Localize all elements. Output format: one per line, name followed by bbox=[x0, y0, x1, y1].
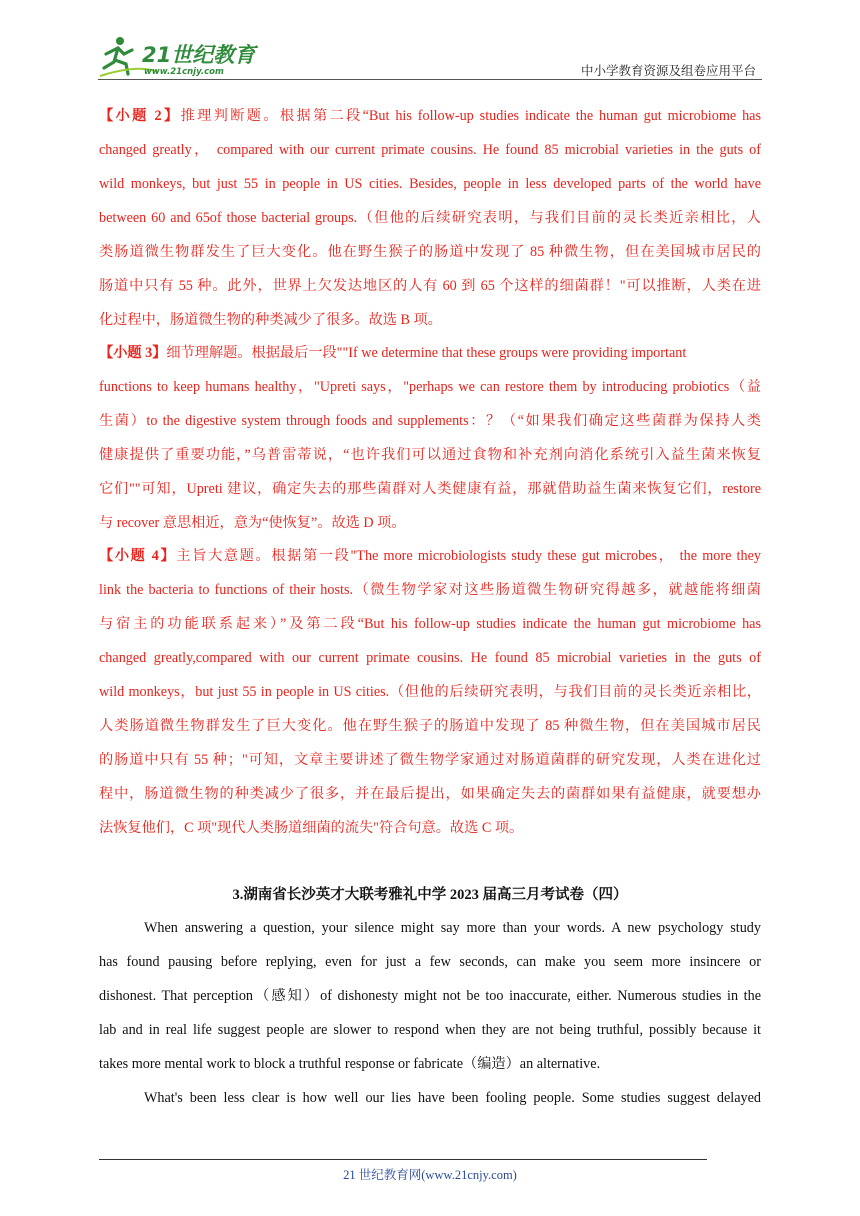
answer-line: functions to keep humans healthy，"Upreti says，"perhaps we can restore them by introducing probiotics（益 bbox=[99, 379, 761, 395]
logo-text: 21世纪教育 bbox=[142, 43, 256, 67]
answer-line: wild monkeys，but just 55 in people in US cities.（但他的后续研究表明，与我们目前的灵长类近亲相比， bbox=[99, 684, 761, 700]
answer-line: 【小题 3】细节理解题。根据最后一段""If we determine that these groups were providing important bbox=[99, 345, 687, 361]
answer-line: link the bacteria to functions of their hosts.（微生物学家对这些肠道微生物研究得越多，就越能将细菌 bbox=[99, 582, 761, 598]
answer-line: 【小题 2】推理判断题。根据第二段“But his follow-up studies indicate the human gut microbiome has bbox=[99, 108, 761, 124]
question-label: 【小题 2】 bbox=[99, 108, 181, 124]
answer-line: changed greatly,compared with our current primate cousins. He found 85 microbial varieties in the guts of bbox=[99, 650, 761, 666]
answer-line: between 60 and 65of those bacterial groups.（但他的后续研究表明，与我们目前的灵长类近亲相比，人 bbox=[99, 210, 761, 226]
passage-line: lab and in real life suggest people are slower to respond when they are not being truthful, possibly because it bbox=[99, 1022, 761, 1038]
footer-divider bbox=[99, 1159, 707, 1160]
answer-line: wild monkeys, but just 55 in people in US cities. Besides, people in less developed parts of the world have bbox=[99, 176, 761, 192]
question-label: 【小题 4】 bbox=[99, 548, 177, 564]
answer-line: 【小题 4】主旨大意题。根据第一段"The more microbiologists study these gut microbes， the more they bbox=[99, 548, 761, 564]
answer-line: 与 recover 意思相近，意为“使恢复”。故选 D 项。 bbox=[99, 515, 406, 531]
answer-line: 程中，肠道微生物的种类减少了很多，并在最后提出，如果确定失去的菌群如果有益健康，就要想办 bbox=[99, 786, 761, 802]
question-label: 【小题 3】 bbox=[99, 345, 167, 361]
answer-line: 健康提供了重要功能，”乌普雷蒂说，“也许我们可以通过食物和补充剂向消化系统引入益生菌来恢复 bbox=[99, 447, 761, 463]
answer-line: 与宿主的功能联系起来）”及第二段“But his follow-up studies indicate the human gut microbiome has bbox=[99, 616, 761, 632]
site-logo bbox=[98, 34, 268, 80]
page-header bbox=[98, 34, 762, 80]
header-divider bbox=[98, 79, 762, 80]
logo-url: www.21cnjy.com bbox=[144, 67, 224, 77]
answer-line: 生菌）to the digestive system through foods and supplements：？（“如果我们确定这些菌群为保持人类 bbox=[99, 413, 761, 429]
answer-line: 人类肠道微生物群发生了巨大变化。他在野生猴子的肠道中发现了 85 种微生物，但在美国城市居民 bbox=[99, 718, 761, 734]
passage-line: takes more mental work to block a truthful response or fabricate（编造）an alternative. bbox=[99, 1056, 601, 1072]
passage-line: What's been less clear is how well our lies have been fooling people. Some studies suggest delayed bbox=[144, 1090, 761, 1106]
answer-line: 的肠道中只有 55 种；"可知，文章主要讲述了微生物学家通过对肠道菌群的研究发现，人类在进化过 bbox=[99, 752, 761, 768]
answer-line: 它们""可知，Upreti 建议，确定失去的那些菌群对人类健康有益，那就借助益生菌来恢复它们，restore bbox=[99, 481, 761, 497]
answer-line: changed greatly， compared with our current primate cousins. He found 85 microbial varieties in the guts of bbox=[99, 142, 761, 158]
answer-line: 肠道中只有 55 种。此外，世界上欠发达地区的人有 60 到 65 个这样的细菌群！"可以推断，人类在进 bbox=[99, 278, 761, 294]
platform-name: 中小学教育资源及组卷应用平台 bbox=[580, 63, 756, 78]
answer-line: 法恢复他们，C 项"现代人类肠道细菌的流失"符合句意。故选 C 项。 bbox=[99, 820, 524, 836]
passage-line: has found pausing before replying, even for just a few seconds, can make you seem more insincere or bbox=[99, 954, 761, 970]
answer-line: 类肠道微生物群发生了巨大变化。他在野生猴子的肠道中发现了 85 种微生物，但在美国城市居民的 bbox=[99, 244, 761, 260]
passage-line: When answering a question, your silence might say more than your words. A new psychology study bbox=[144, 920, 761, 936]
passage-line: dishonest. That perception（感知）of dishonesty might not be too inaccurate, either. Numerous studies in the bbox=[99, 988, 761, 1004]
footer-text: 21 世纪教育网(www.21cnjy.com) bbox=[343, 1168, 517, 1182]
answer-line: 化过程中，肠道微生物的种类减少了很多。故选 B 项。 bbox=[99, 312, 442, 328]
section-title: 3.湖南省长沙英才大联考雅礼中学 2023 届高三月考试卷（四） bbox=[232, 887, 628, 903]
